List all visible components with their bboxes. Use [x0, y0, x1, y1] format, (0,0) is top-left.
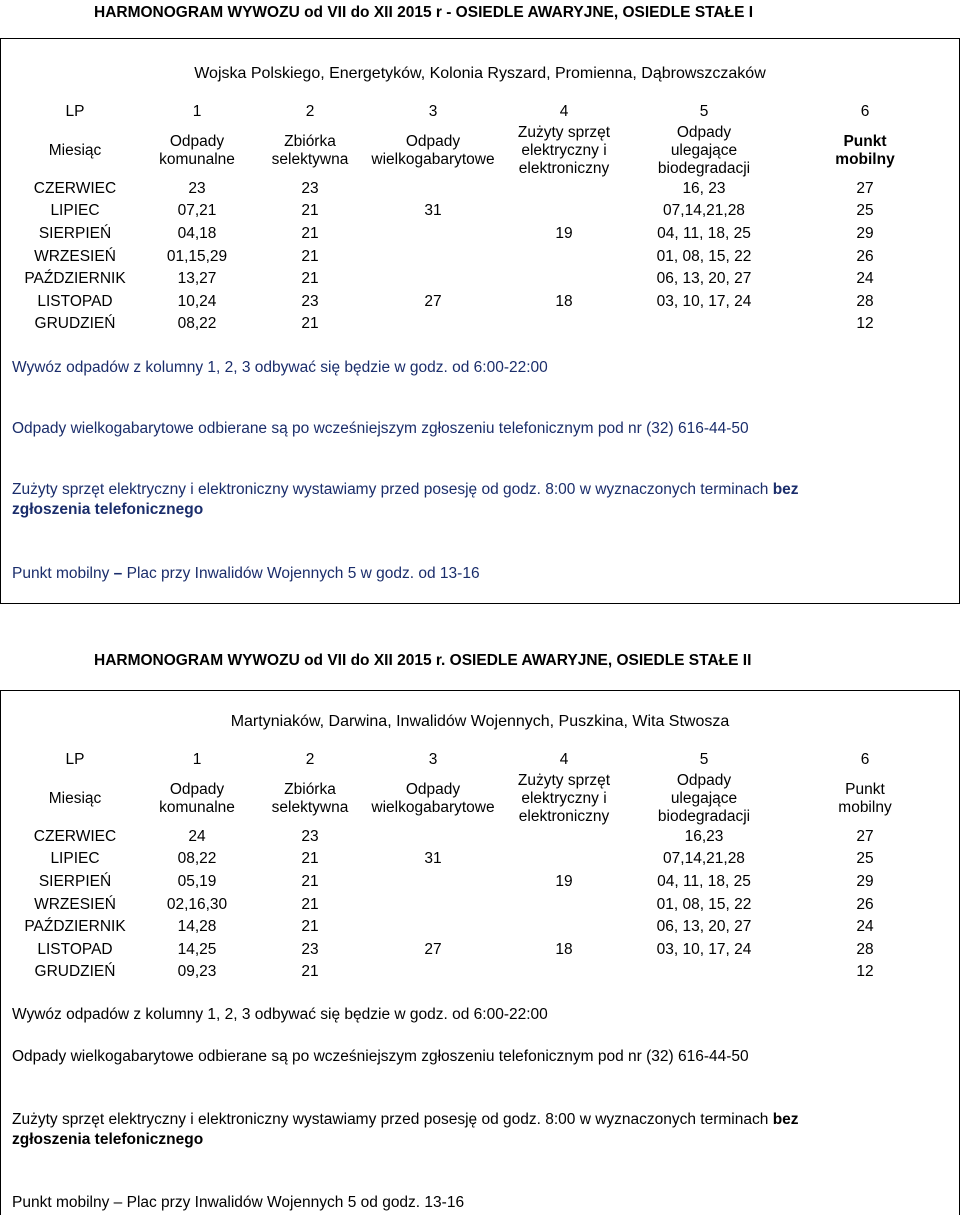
table-row	[8, 178, 952, 201]
header-electro: Zużyty sprzęt elektryczny i elektroniczny	[517, 771, 611, 825]
lp-label: LP	[65, 103, 85, 121]
bio-cell	[630, 313, 778, 336]
month-cell: SIERPIEŃ	[38, 225, 112, 243]
header-mobile: Punkt mobilny	[835, 132, 895, 168]
municipal-cell: 08,22	[177, 315, 217, 333]
table-header-row	[8, 772, 952, 826]
note-mobile-dash: –	[113, 565, 123, 582]
section-2-streets: Martyniaków, Darwina, Inwalidów Wojennych, Puszkina, Wita Stwosza	[230, 713, 730, 730]
mobile-cell: 28	[856, 292, 874, 310]
bio-cell: 07,14,21,28	[663, 850, 745, 868]
mobile-cell: 12	[856, 315, 874, 333]
header-bio: Odpady ulegające biodegradacji	[657, 771, 751, 825]
note-hours: Wywóz odpadów z kolumny 1, 2, 3 odbywać się będzie w godz. od 6:00-22:00	[12, 359, 548, 376]
bio-cell: 16,23	[684, 827, 724, 845]
municipal-cell: 04,18	[177, 225, 217, 243]
lp-1: 1	[192, 103, 202, 121]
bulky-cell	[368, 178, 498, 201]
bio-cell: 07,14,21,28	[663, 202, 745, 220]
month-cell: GRUDZIEŃ	[34, 315, 116, 333]
note-mobile	[12, 564, 948, 584]
bulky-cell	[368, 313, 498, 336]
note-bulky: Odpady wielkogabarytowe odbierane są po wcześniejszym zgłoszeniu telefonicznym pod nr (32) 616-44-50	[12, 420, 749, 437]
section-1-streets: Wojska Polskiego, Energetyków, Kolonia Ryszard, Promienna, Dąbrowszczaków	[194, 65, 766, 82]
electro-cell	[498, 313, 630, 336]
table-row	[8, 291, 952, 314]
electro-cell	[498, 178, 630, 201]
bio-cell	[630, 961, 778, 984]
municipal-cell: 24	[188, 827, 206, 845]
bulky-cell	[368, 916, 498, 939]
note-electro	[12, 1110, 948, 1150]
section-1-title: HARMONOGRAM WYWOZU od VII do XII 2015 r - OSIEDLE AWARYJNE, OSIEDLE STAŁE I	[94, 4, 754, 21]
municipal-cell: 09,23	[177, 963, 217, 981]
month-cell: LIPIEC	[50, 202, 100, 220]
month-cell: CZERWIEC	[33, 179, 117, 197]
municipal-cell: 01,15,29	[166, 247, 228, 265]
month-cell: WRZESIEŃ	[34, 895, 116, 913]
note-electro-bold-1: bez	[772, 1111, 799, 1128]
mobile-cell: 24	[856, 270, 874, 288]
selective-cell: 21	[301, 270, 319, 288]
note-mobile-label: Punkt mobilny	[12, 565, 110, 582]
electro-cell: 19	[555, 225, 573, 243]
municipal-cell: 14,25	[177, 940, 217, 958]
electro-cell	[498, 848, 630, 871]
bulky-cell	[368, 268, 498, 291]
bulky-cell	[368, 826, 498, 849]
note-mobile-rest: Plac przy Inwalidów Wojennych 5 w godz. od 13-16	[122, 565, 480, 582]
table-row	[8, 826, 952, 849]
month-cell: LISTOPAD	[37, 292, 113, 310]
lp-5: 5	[699, 751, 709, 769]
electro-cell	[498, 893, 630, 916]
lp-3: 3	[428, 103, 438, 121]
bio-cell: 04, 11, 18, 25	[657, 873, 751, 891]
table-row	[8, 313, 952, 336]
selective-cell: 21	[301, 850, 319, 868]
lp-3: 3	[428, 751, 438, 769]
header-electro: Zużyty sprzęt elektryczny i elektroniczny	[517, 123, 611, 177]
table-row	[8, 916, 952, 939]
month-cell: PAŹDZIERNIK	[24, 270, 126, 288]
lp-6: 6	[860, 751, 870, 769]
electro-cell	[498, 245, 630, 268]
mobile-cell: 12	[856, 963, 874, 981]
table-row	[8, 245, 952, 268]
header-bulky: Odpady wielkogabarytowe	[371, 780, 495, 816]
electro-cell	[498, 268, 630, 291]
month-cell: LIPIEC	[50, 850, 100, 868]
bio-cell: 01, 08, 15, 22	[656, 247, 752, 265]
table-lp-row	[8, 749, 952, 772]
note-electro-text: Zużyty sprzęt elektryczny i elektroniczny wystawiamy przed posesję od godz. 8:00 w wyznaczonych terminach	[12, 1111, 769, 1128]
bio-cell: 16, 23	[682, 179, 726, 197]
municipal-cell: 08,22	[177, 850, 217, 868]
electro-cell	[498, 200, 630, 223]
electro-cell	[498, 916, 630, 939]
lp-5: 5	[699, 103, 709, 121]
mobile-cell: 24	[856, 918, 874, 936]
mobile-cell: 29	[856, 225, 874, 243]
table-row	[8, 268, 952, 291]
note-mobile-dash: –	[113, 1194, 123, 1211]
mobile-cell: 25	[856, 850, 874, 868]
header-month: Miesiąc	[48, 789, 102, 807]
table-row	[8, 893, 952, 916]
header-bio: Odpady ulegające biodegradacji	[657, 123, 751, 177]
mobile-cell: 29	[856, 873, 874, 891]
electro-cell	[498, 826, 630, 849]
bulky-cell	[368, 961, 498, 984]
note-mobile-label: Punkt mobilny	[12, 1194, 110, 1211]
lp-label: LP	[65, 751, 85, 769]
mobile-cell: 26	[856, 247, 874, 265]
header-selective: Zbiórka selektywna	[271, 780, 349, 816]
month-cell: PAŹDZIERNIK	[24, 918, 126, 936]
note-electro-text: Zużyty sprzęt elektryczny i elektroniczny wystawiamy przed posesję od godz. 8:00 w wyznaczonych terminach	[12, 481, 769, 498]
electro-cell: 18	[555, 292, 573, 310]
section-2-table	[8, 749, 952, 984]
table-row	[8, 200, 952, 223]
month-cell: GRUDZIEŃ	[34, 963, 116, 981]
bulky-cell: 31	[424, 202, 442, 220]
mobile-cell: 25	[856, 202, 874, 220]
table-row	[8, 223, 952, 246]
header-selective: Zbiórka selektywna	[271, 132, 349, 168]
mobile-cell: 26	[856, 895, 874, 913]
bio-cell: 03, 10, 17, 24	[656, 292, 752, 310]
municipal-cell: 13,27	[177, 270, 217, 288]
note-electro-bold-1: bez	[772, 481, 799, 498]
month-cell: CZERWIEC	[33, 827, 117, 845]
lp-2: 2	[305, 751, 315, 769]
bulky-cell: 27	[424, 940, 442, 958]
lp-2: 2	[305, 103, 315, 121]
table-row	[8, 939, 952, 962]
mobile-cell: 27	[856, 179, 874, 197]
selective-cell: 21	[301, 918, 319, 936]
selective-cell: 21	[301, 873, 319, 891]
bulky-cell	[368, 871, 498, 894]
selective-cell: 21	[301, 247, 319, 265]
section-2-title: HARMONOGRAM WYWOZU od VII do XII 2015 r. OSIEDLE AWARYJNE, OSIEDLE STAŁE II	[94, 652, 752, 669]
header-mobile: Punkt mobilny	[838, 780, 892, 816]
selective-cell: 23	[301, 292, 319, 310]
bulky-cell	[368, 893, 498, 916]
bio-cell: 03, 10, 17, 24	[656, 940, 752, 958]
bulky-cell	[368, 223, 498, 246]
selective-cell: 23	[301, 179, 319, 197]
municipal-cell: 02,16,30	[166, 895, 228, 913]
note-electro	[12, 480, 948, 520]
selective-cell: 21	[301, 315, 319, 333]
section-1-table	[8, 101, 952, 336]
electro-cell	[498, 961, 630, 984]
month-cell: LISTOPAD	[37, 940, 113, 958]
note-electro-bold-2: zgłoszenia telefonicznego	[12, 1131, 204, 1148]
month-cell: SIERPIEŃ	[38, 873, 112, 891]
municipal-cell: 14,28	[177, 918, 217, 936]
lp-6: 6	[860, 103, 870, 121]
bio-cell: 06, 13, 20, 27	[656, 270, 752, 288]
mobile-cell: 27	[856, 827, 874, 845]
header-bulky: Odpady wielkogabarytowe	[371, 132, 495, 168]
electro-cell: 19	[555, 873, 573, 891]
month-cell: WRZESIEŃ	[34, 247, 116, 265]
municipal-cell: 07,21	[177, 202, 217, 220]
lp-4: 4	[559, 751, 569, 769]
note-mobile-rest: Plac przy Inwalidów Wojennych 5 od godz. 13-16	[122, 1194, 465, 1211]
bulky-cell: 27	[424, 292, 442, 310]
municipal-cell: 23	[188, 179, 206, 197]
bulky-cell: 31	[424, 850, 442, 868]
header-municipal: Odpady komunalne	[159, 132, 235, 168]
bio-cell: 04, 11, 18, 25	[657, 225, 751, 243]
note-mobile	[12, 1193, 948, 1213]
header-month: Miesiąc	[48, 141, 102, 159]
mobile-cell: 28	[856, 940, 874, 958]
municipal-cell: 10,24	[177, 292, 217, 310]
selective-cell: 21	[301, 202, 319, 220]
selective-cell: 23	[301, 827, 319, 845]
lp-4: 4	[559, 103, 569, 121]
selective-cell: 21	[301, 963, 319, 981]
municipal-cell: 05,19	[177, 873, 217, 891]
table-row	[8, 848, 952, 871]
lp-1: 1	[192, 751, 202, 769]
note-bulky: Odpady wielkogabarytowe odbierane są po wcześniejszym zgłoszeniu telefonicznym pod nr (32) 616-44-50	[12, 1048, 749, 1065]
bulky-cell	[368, 245, 498, 268]
table-lp-row	[8, 101, 952, 124]
note-electro-bold-2: zgłoszenia telefonicznego	[12, 501, 204, 518]
table-header-row	[8, 124, 952, 178]
bio-cell: 06, 13, 20, 27	[656, 918, 752, 936]
selective-cell: 23	[301, 940, 319, 958]
selective-cell: 21	[301, 225, 319, 243]
header-municipal: Odpady komunalne	[159, 780, 235, 816]
table-row	[8, 961, 952, 984]
bio-cell: 01, 08, 15, 22	[656, 895, 752, 913]
selective-cell: 21	[301, 895, 319, 913]
electro-cell: 18	[555, 940, 573, 958]
note-hours: Wywóz odpadów z kolumny 1, 2, 3 odbywać się będzie w godz. od 6:00-22:00	[12, 1006, 548, 1023]
table-row	[8, 871, 952, 894]
